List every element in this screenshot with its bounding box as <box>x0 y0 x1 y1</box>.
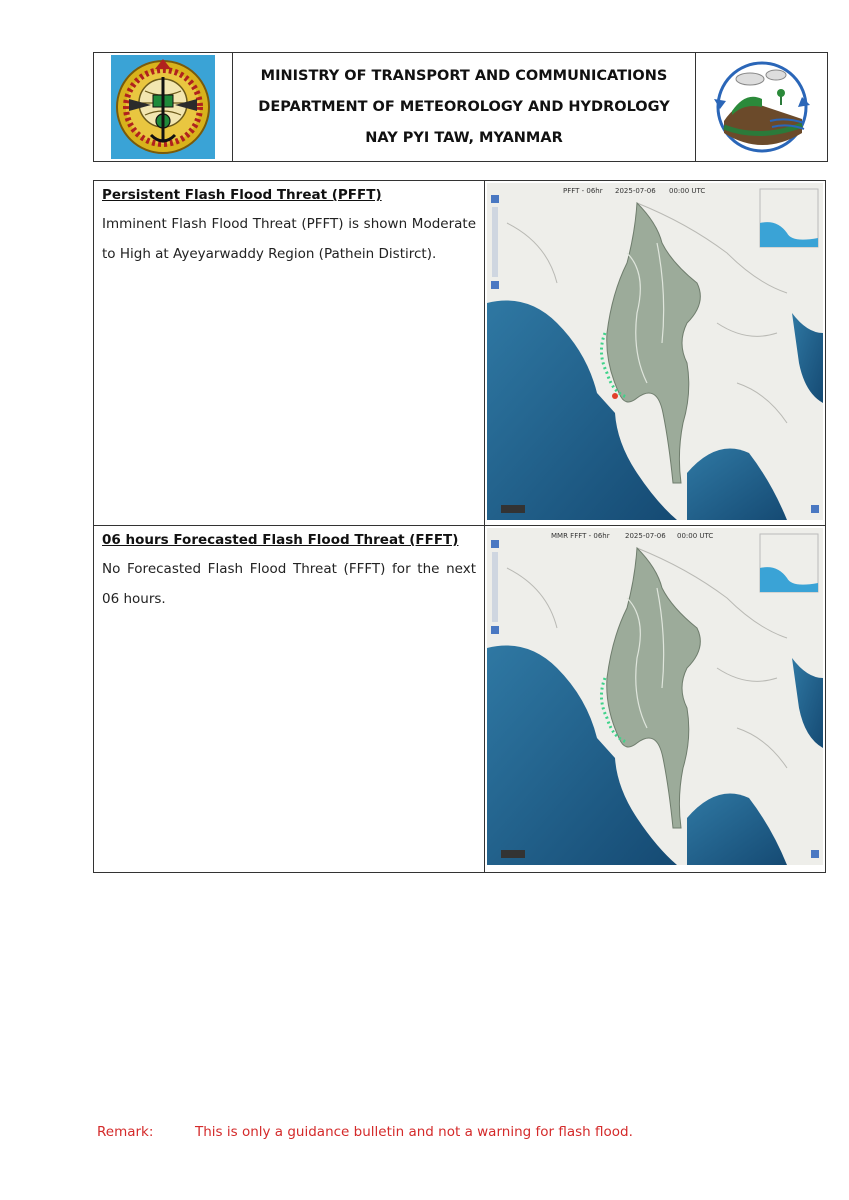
ffft-row <box>94 526 825 872</box>
ffft-map-time: 00:00 UTC <box>677 532 714 540</box>
remark-text: This is only a guidance bulletin and not a warning for flash flood. <box>195 1124 633 1140</box>
hydrology-cycle-logo-icon <box>710 57 814 157</box>
remark-label: Remark: <box>97 1124 154 1140</box>
pfft-map[interactable] <box>487 183 823 520</box>
ministry-name: MINISTRY OF TRANSPORT AND COMMUNICATIONS <box>260 67 668 84</box>
pfft-map-cell <box>485 181 825 525</box>
pfft-heading: Persistent Flash Flood Threat (PFFT) <box>102 187 382 203</box>
department-name: DEPARTMENT OF METEOROLOGY AND HYDROLOGY <box>258 98 670 115</box>
ffft-text-cell <box>94 526 485 872</box>
ffft-description: No Forecasted Flash Flood Threat (FFFT) for the next 06 hours. <box>102 561 476 607</box>
location-name: NAY PYI TAW, MYANMAR <box>365 129 563 146</box>
pfft-row <box>94 181 825 526</box>
ffft-map-title: MMR FFFT - 06hr <box>551 532 610 540</box>
ministry-logo-cell <box>94 53 233 161</box>
letterhead <box>93 52 828 162</box>
ffft-heading: 06 hours Forecasted Flash Flood Threat (FFFT) <box>102 532 459 548</box>
ffft-map[interactable] <box>487 528 823 865</box>
ffft-map-cell <box>485 526 825 872</box>
pfft-description: Imminent Flash Flood Threat (PFFT) is shown Moderate to High at Ayeyarwaddy Region (Pathein Distirct). <box>102 216 476 262</box>
letterhead-title <box>233 53 696 161</box>
ministry-emblem-icon <box>111 55 215 159</box>
pfft-map-title: PFFT - 06hr <box>563 187 603 195</box>
bulletin-table <box>93 180 826 873</box>
pfft-text-cell <box>94 181 485 525</box>
pfft-map-time: 00:00 UTC <box>669 187 706 195</box>
ffft-map-date: 2025-07-06 <box>625 532 666 540</box>
department-logo-cell <box>696 53 827 161</box>
pfft-map-date: 2025-07-06 <box>615 187 656 195</box>
remark <box>97 1124 633 1140</box>
pathein-threat-marker <box>612 393 618 399</box>
